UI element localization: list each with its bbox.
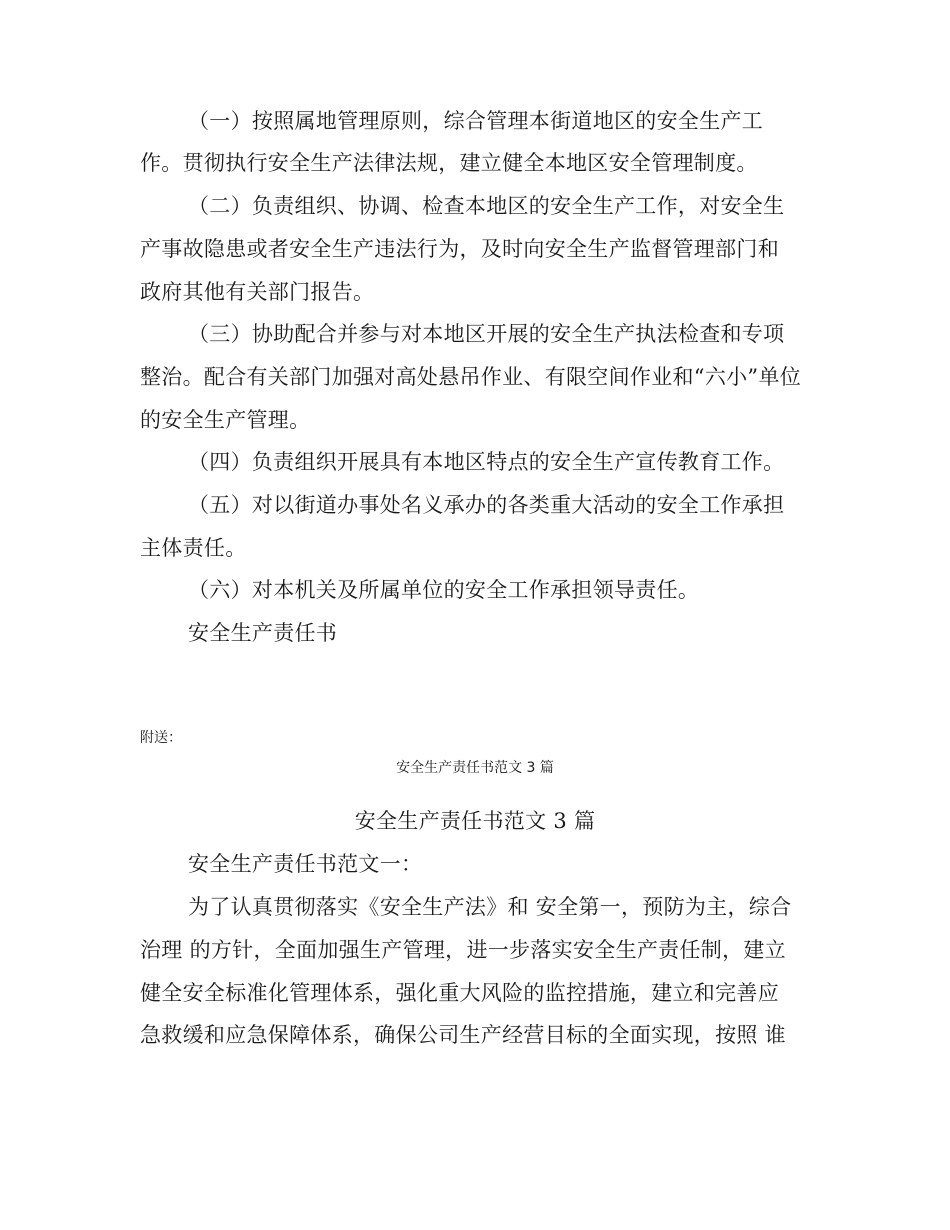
paragraph-3-line-1: （三）协助配合并参与对本地区开展的安全生产执法检查和专项 bbox=[188, 322, 785, 346]
article-title: 安全生产责任书范文 3 篇 bbox=[354, 809, 596, 833]
article-subtitle: 安全生产责任书范文一： bbox=[188, 852, 423, 876]
paragraph-2-line-2: 产事故隐患或者安全生产违法行为，及时向安全生产监督管理部门和 bbox=[140, 237, 779, 261]
paragraph-5-line-1: （五）对以街道办事处名义承办的各类重大活动的安全工作承担 bbox=[188, 493, 785, 517]
paragraph-2-line-1: （二）负责组织、协调、检查本地区的安全生产工作，对安全生 bbox=[188, 194, 785, 218]
paragraph-2-line-3: 政府其他有关部门报告。 bbox=[140, 280, 375, 304]
paragraph-3-line-2: 整治。配合有关部门加强对高处悬吊作业、有限空间作业和“六小”单位 bbox=[140, 365, 802, 389]
paragraph-4-line-1: （四）负责组织开展具有本地区特点的安全生产宣传教育工作。 bbox=[188, 450, 785, 474]
article-body-line-2: 治理 的方针，全面加强生产管理，进一步落实安全生产责任制，建立 bbox=[140, 938, 786, 962]
appendix-label: 附送： bbox=[140, 730, 182, 746]
paragraph-1-line-2: 作。贯彻执行安全生产法律法规，建立健全本地区安全管理制度。 bbox=[140, 151, 758, 175]
paragraph-1-line-1: （一）按照属地管理原则，综合管理本街道地区的安全生产工 bbox=[188, 109, 764, 133]
article-body-line-3: 健全安全标准化管理体系，强化重大风险的监控措施，建立和完善应 bbox=[140, 981, 779, 1005]
paragraph-6-line-1: （六）对本机关及所属单位的安全工作承担领导责任。 bbox=[188, 578, 700, 602]
article-body-line-1: 为了认真贯彻落实《安全生产法》和 安全第一，预防为主，综合 bbox=[188, 895, 792, 919]
article-body-line-4: 急救缓和应急保障体系，确保公司生产经营目标的全面实现，按照 谁 bbox=[140, 1023, 786, 1047]
paragraph-3-line-3: 的安全生产管理。 bbox=[140, 408, 311, 432]
closing-title: 安全生产责任书 bbox=[188, 621, 338, 645]
paragraph-5-line-2: 主体责任。 bbox=[140, 536, 247, 560]
appendix-link-title[interactable]: 安全生产责任书范文 3 篇 bbox=[396, 760, 554, 776]
